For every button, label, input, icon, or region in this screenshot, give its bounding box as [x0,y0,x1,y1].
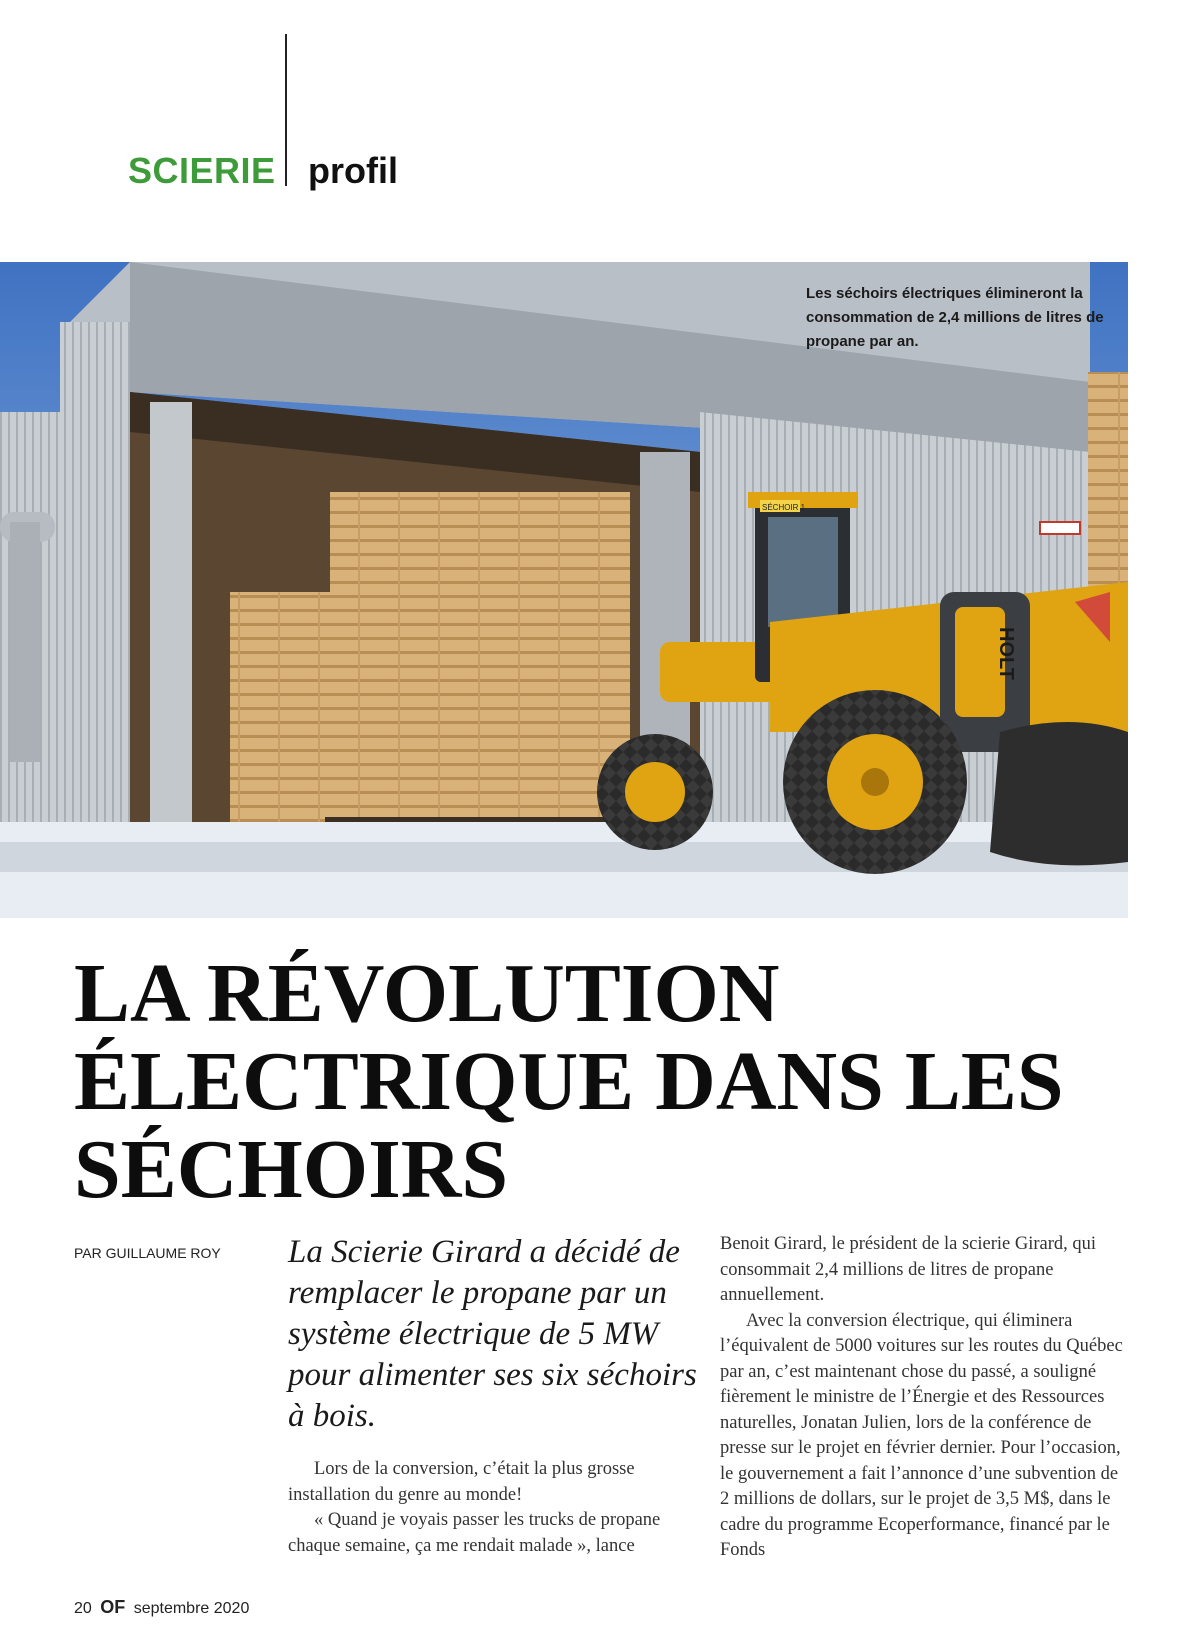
dryer-loader-photo [0,262,1128,918]
page-number: 20 [74,1600,92,1617]
headline-line-1: LA RÉVOLUTION [74,947,780,1040]
issue-date: septembre 2020 [133,1600,250,1617]
page-footer [74,1597,249,1618]
photo-caption: Les séchoirs électriques élimineront la consommation de 2,4 millions de litres de propane par an. [806,285,1104,350]
loader-lettering: HOLT [995,627,1017,680]
body-paragraph: « Quand je voyais passer les trucks de propane chaque semaine, ça me rendait malade », lance [288,1510,661,1556]
body-paragraph: Lors de la conversion, c’était la plus grosse installation du genre au monde! [288,1459,635,1505]
body-column-middle [288,1457,700,1559]
article-headline [74,947,1154,1216]
section-label: SCIERIE [128,150,276,191]
byline: PAR GUILLAUME ROY [74,1245,221,1261]
section-sublabel: profil [308,150,398,191]
headline-line-2: ÉLECTRIQUE DANS LES [74,1035,1064,1128]
body-paragraph: Avec la conversion électrique, qui éliminera l’équivalent de 5000 voitures sur les routes du Québec par an, c’est maintenant chose du passé, a souligné fièrement le ministre de l’Énergie et des Ressources naturelles, Jonatan Julien, lors de la conférence de presse sur le projet en février dernier. Pour l’occasion, le gouvernement a fait l’annonce d’une subvention de 2 millions de dollars, sur le projet de 3,5 M$, dans le cadre du programme Ecoperformance, financé par le Fonds [720,1310,1123,1560]
magazine-name: OF [100,1597,126,1617]
dryer-sign: SÉCHOIR 1 [762,503,806,512]
body-column-right [720,1232,1130,1564]
headline-line-3: SÉCHOIRS [74,1123,509,1216]
section-divider [285,34,287,186]
lead-photo [0,262,1128,918]
article-deck: La Scierie Girard a décidé de remplacer le propane par un système électrique de 5 MW pour alimenter ses six séchoirs à bois. [288,1234,697,1434]
body-paragraph: Benoit Girard, le président de la scierie Girard, qui consommait 2,4 millions de litres de propane annuellement. [720,1234,1097,1305]
